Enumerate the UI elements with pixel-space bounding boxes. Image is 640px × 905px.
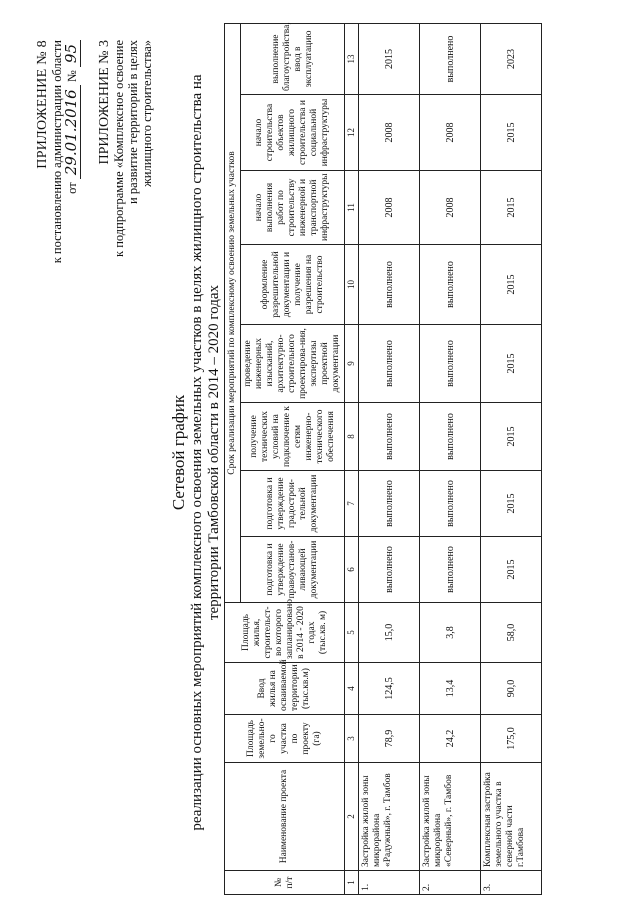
housing-area: 15,0 bbox=[359, 603, 420, 663]
row-number: 2. bbox=[420, 871, 481, 895]
header-c10: оформление разрешительной документации и получение разрешения на строительство bbox=[241, 245, 345, 325]
cell-c11: 2008 bbox=[359, 171, 420, 245]
header-row-1 bbox=[225, 23, 241, 894]
col-number: 1 bbox=[345, 871, 359, 895]
handwritten-number: 95 bbox=[62, 40, 81, 67]
col-number: 8 bbox=[345, 403, 359, 471]
cell-c9: 2015 bbox=[481, 325, 542, 403]
header-c6: подготовка и утверждение правоустанов-ливающей документации bbox=[241, 537, 345, 603]
appendix-8-header bbox=[36, 40, 79, 263]
col-number: 5 bbox=[345, 603, 359, 663]
col-number: 6 bbox=[345, 537, 359, 603]
col-number: 7 bbox=[345, 471, 359, 537]
header-c9: проведение инженерных изысканий, архитектурно-строительного проектирова-ния, экспертизы проектной документации bbox=[241, 325, 345, 403]
header-c12: начало строительства объектов жилищного строительства и социальной инфраструктуры bbox=[241, 95, 345, 171]
cell-c13: 2023 bbox=[481, 23, 542, 94]
project-name: Застройка жилой зоны микрорайона «Северный», г. Тамбов bbox=[420, 763, 481, 871]
appendix-3-line2: и развитие территорий в целях bbox=[126, 40, 140, 204]
table-row bbox=[481, 23, 542, 894]
appendix-8-line2 bbox=[64, 40, 79, 263]
document-subtitle-2: территории Тамбовской области в 2014 – 2020 годах bbox=[206, 284, 222, 621]
col-number: 11 bbox=[345, 171, 359, 245]
header-area: Площадь земельно-го участка по проекту (га) bbox=[225, 715, 345, 763]
housing-input: 90,0 bbox=[481, 663, 542, 715]
row-number: 1. bbox=[359, 871, 420, 895]
housing-area: 58,0 bbox=[481, 603, 542, 663]
table-row bbox=[420, 23, 481, 894]
header-c11: начало выполнения работ по строительству инженерной и транспортной инфраструктуры bbox=[241, 171, 345, 245]
header-c8: получение технических условий на подключение к сетям инженерно-технического обеспечения bbox=[241, 403, 345, 471]
cell-c11: 2008 bbox=[420, 171, 481, 245]
appendix-3-line3: жилищного строительства» bbox=[140, 40, 154, 187]
cell-c8: 2015 bbox=[481, 403, 542, 471]
cell-c8: выполнено bbox=[420, 403, 481, 471]
project-area: 24,2 bbox=[420, 715, 481, 763]
housing-input: 124,5 bbox=[359, 663, 420, 715]
cell-c10: выполнено bbox=[359, 245, 420, 325]
handwritten-date: 29.01.2016 bbox=[62, 85, 81, 179]
cell-c12: 2015 bbox=[481, 95, 542, 171]
schedule-table bbox=[224, 23, 542, 895]
cell-c13: выполнено bbox=[420, 23, 481, 94]
document-title-block bbox=[170, 0, 223, 905]
col-number: 2 bbox=[345, 763, 359, 871]
project-name: Застройка жилой зоны микрорайона «Радужный», г. Тамбов bbox=[359, 763, 420, 871]
header-name: Наименование проекта bbox=[225, 763, 345, 871]
cell-c9: выполнено bbox=[420, 325, 481, 403]
project-area: 175,0 bbox=[481, 715, 542, 763]
header-c13: выполнение благоустройства, ввод в эксплуатацию bbox=[241, 23, 345, 94]
header-housing-input: Ввод жилья на осваиваемой территории (тыс.кв.м) bbox=[225, 663, 345, 715]
col-number: 4 bbox=[345, 663, 359, 715]
cell-c10: 2015 bbox=[481, 245, 542, 325]
header-num: № п/т bbox=[225, 871, 345, 895]
cell-c7: выполнено bbox=[359, 471, 420, 537]
cell-c8: выполнено bbox=[359, 403, 420, 471]
project-area: 78,9 bbox=[359, 715, 420, 763]
header-c7: подготовка и утверждение градострои-тельной документации bbox=[241, 471, 345, 537]
appendix-8-line1: к постановлению администрации области bbox=[50, 40, 64, 264]
cell-c11: 2015 bbox=[481, 171, 542, 245]
cell-c7: выполнено bbox=[420, 471, 481, 537]
document-subtitle-1: реализации основных мероприятий комплексного освоения земельных участков в целях жилищного строительства на bbox=[189, 74, 205, 831]
cell-c6: 2015 bbox=[481, 537, 542, 603]
row-number: 3. bbox=[481, 871, 542, 895]
col-number: 9 bbox=[345, 325, 359, 403]
cell-c9: выполнено bbox=[359, 325, 420, 403]
header-group: Срок реализации мероприятий по комплексному освоению земельных участков bbox=[225, 23, 241, 602]
appendix-3-line1: к подпрограмме «Комплексное освоение bbox=[112, 40, 126, 257]
cell-c10: выполнено bbox=[420, 245, 481, 325]
project-name: Комплексная застройка земельного участка в северной части г.Тамбова bbox=[481, 763, 542, 871]
cell-c12: 2008 bbox=[420, 95, 481, 171]
col-number: 3 bbox=[345, 715, 359, 763]
appendix-8-title: ПРИЛОЖЕНИЕ № 8 bbox=[35, 40, 50, 169]
header-housing-area: Площадь жилья, строительст-во которого запланировано в 2014 - 2020 годах (тыс.кв. м) bbox=[225, 603, 345, 663]
date-prefix: от bbox=[65, 182, 79, 194]
col-number: 12 bbox=[345, 95, 359, 171]
column-number-row bbox=[345, 23, 359, 894]
housing-area: 3,8 bbox=[420, 603, 481, 663]
cell-c13: 2015 bbox=[359, 23, 420, 94]
appendix-3-title: ПРИЛОЖЕНИЕ № 3 bbox=[97, 40, 112, 165]
housing-input: 13,4 bbox=[420, 663, 481, 715]
number-prefix: № bbox=[65, 70, 79, 83]
cell-c12: 2008 bbox=[359, 95, 420, 171]
cell-c7: 2015 bbox=[481, 471, 542, 537]
col-number: 13 bbox=[345, 23, 359, 94]
appendix-3-header bbox=[98, 40, 154, 257]
table-row bbox=[359, 23, 420, 894]
col-number: 10 bbox=[345, 245, 359, 325]
cell-c6: выполнено bbox=[420, 537, 481, 603]
cell-c6: выполнено bbox=[359, 537, 420, 603]
document-title: Сетевой график bbox=[169, 394, 188, 511]
